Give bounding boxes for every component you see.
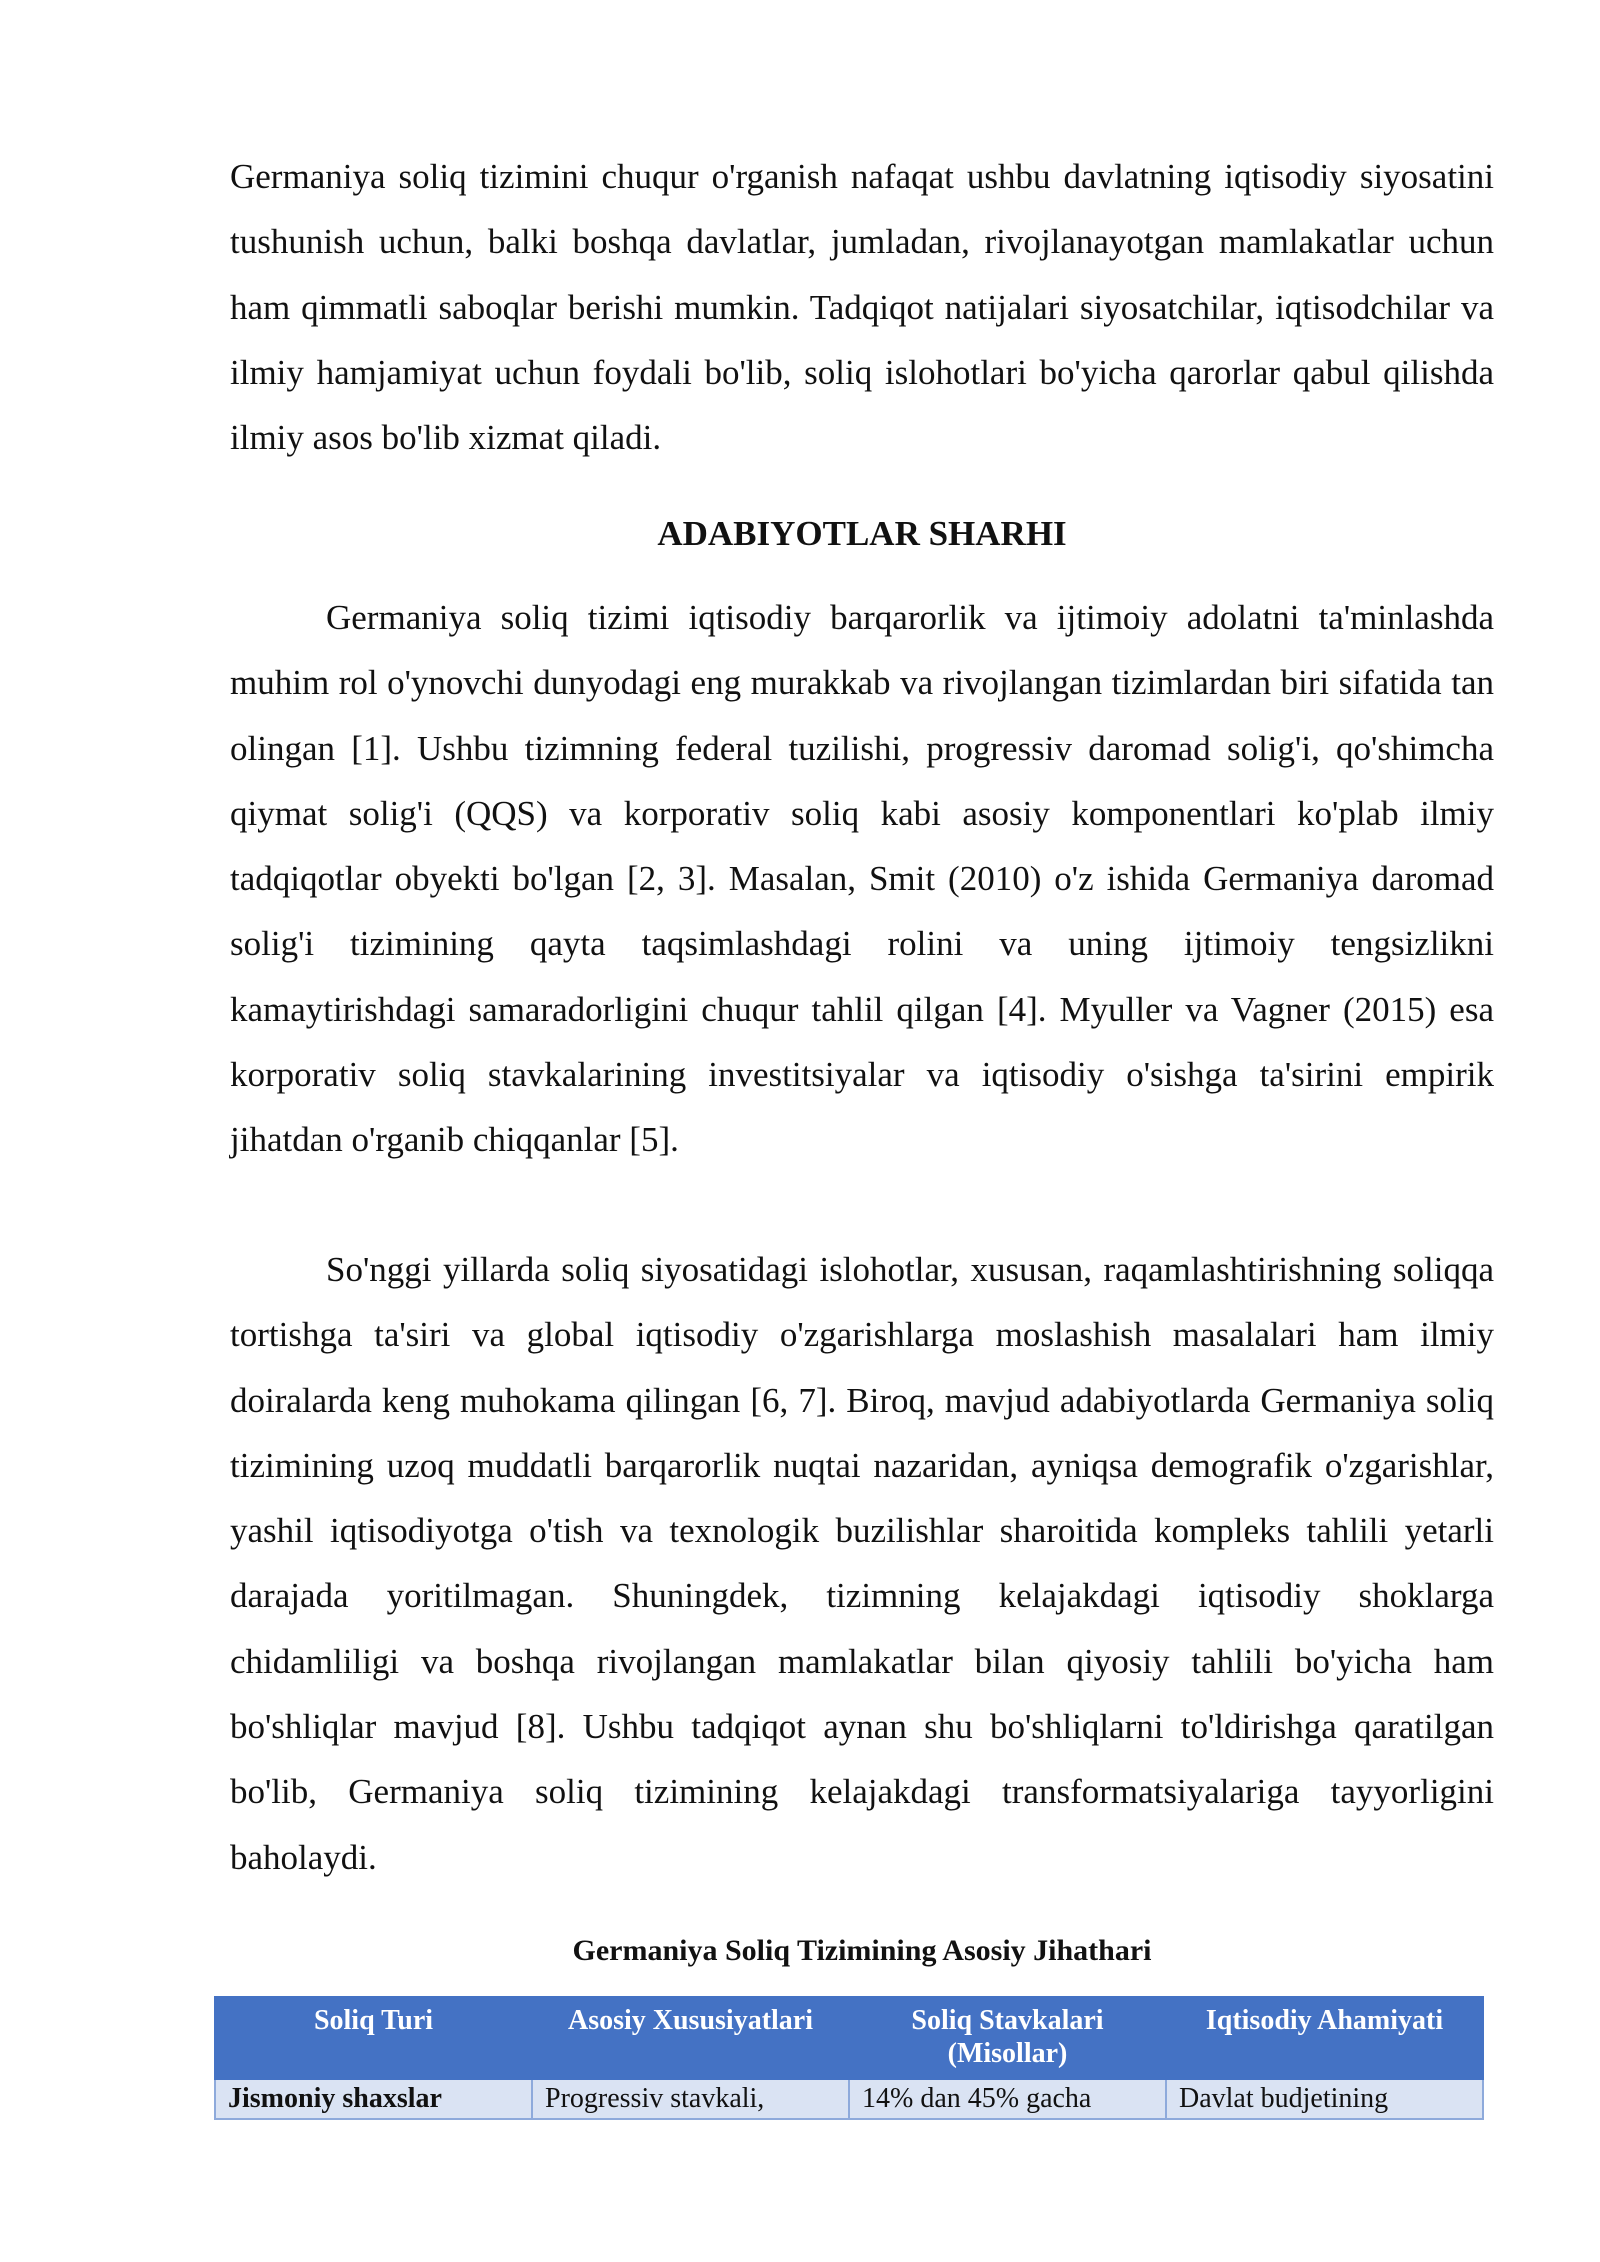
literature-paragraph-2: So'nggi yillarda soliq siyosatidagi islohotlar, xususan, raqamlashtirishning soliqqa tortishga ta'siri va global iqtisodiy o'zgarishlarga moslashish masalalari ham ilmiy doiralarda keng muhokama qilingan [6, 7]. Biroq, mavjud adabiyotlarda Germaniya soliq tizimining uzoq muddatli barqarorlik nuqtai nazaridan, ayniqsa demografik o'zgarishlar, yashil iqtisodiyotga o'tish va texnologik buzilishlar sharoitida kompleks tahlili yetarli darajada yoritilmagan. Shuningdek, tizimning kelajakdagi iqtisodiy shoklarga chidamliligi va boshqa rivojlangan mamlakatlar bilan qiyosiy tahlili bo'yicha ham bo'shliqlar mavjud [8]. Ushbu tadqiqot aynan shu bo'shliqlarni to'ldirishga qaratilgan bo'lib, Germaniya soliq tizimining kelajakdagi transformatsiyalariga tayyorligini baholaydi.	[230, 1250, 1494, 1877]
header-tax-type: Soliq Turi	[215, 1997, 532, 2079]
cell-tax-type: Jismoniy shaxslar	[215, 2079, 532, 2119]
header-economic-importance: Iqtisodiy Ahamiyati	[1166, 1997, 1483, 2079]
tax-table	[214, 1996, 1484, 2120]
intro-paragraph: Germaniya soliq tizimini chuqur o'rganish nafaqat ushbu davlatning iqtisodiy siyosatini tushunish uchun, balki boshqa davlatlar, jumladan, rivojlanayotgan mamlakatlar uchun ham qimmatli saboqlar berishi mumkin. Tadqiqot natijalari siyosatchilar, iqtisodchilar va ilmiy hamjamiyat uchun foydali bo'lib, soliq islohotlari bo'yicha qarorlar qabul qilishda ilmiy asos bo'lib xizmat qiladi.	[230, 157, 1494, 458]
header-main-features: Asosiy Xususiyatlari	[532, 1997, 849, 2079]
table-row	[215, 2079, 1483, 2119]
literature-paragraph-1: Germaniya soliq tizimi iqtisodiy barqarorlik va ijtimoiy adolatni ta'minlashda muhim rol o'ynovchi dunyodagi eng murakkab va rivojlangan tizimlardan biri sifatida tan olingan [1]. Ushbu tizimning federal tuzilishi, progressiv daromad solig'i, qo'shimcha qiymat solig'i (QQS) va korporativ soliq kabi asosiy komponentlari ko'plab ilmiy tadqiqotlar obyekti bo'lgan [2, 3]. Masalan, Smit (2010) o'z ishida Germaniya daromad solig'i tizimining qayta taqsimlashdagi rolini va uning ijtimoiy tengsizlikni kamaytirishdagi samaradorligini chuqur tahlil qilgan [4]. Myuller va Vagner (2015) esa korporativ soliq stavkalarining investitsiyalar va iqtisodiy o'sishga ta'sirini empirik jihatdan o'rganib chiqqanlar [5].	[230, 598, 1494, 1160]
table-header-row	[215, 1997, 1483, 2079]
header-tax-rates: Soliq Stavkalari (Misollar)	[849, 1997, 1166, 2079]
section-heading: ADABIYOTLAR SHARHI	[657, 514, 1067, 553]
cell-main-features: Progressiv stavkali,	[532, 2079, 849, 2119]
cell-economic-importance: Davlat budjetining	[1166, 2079, 1483, 2119]
table-caption: Germaniya Soliq Tizimining Asosiy Jihathari	[572, 1934, 1152, 1967]
cell-tax-rates: 14% dan 45% gacha	[849, 2079, 1166, 2119]
